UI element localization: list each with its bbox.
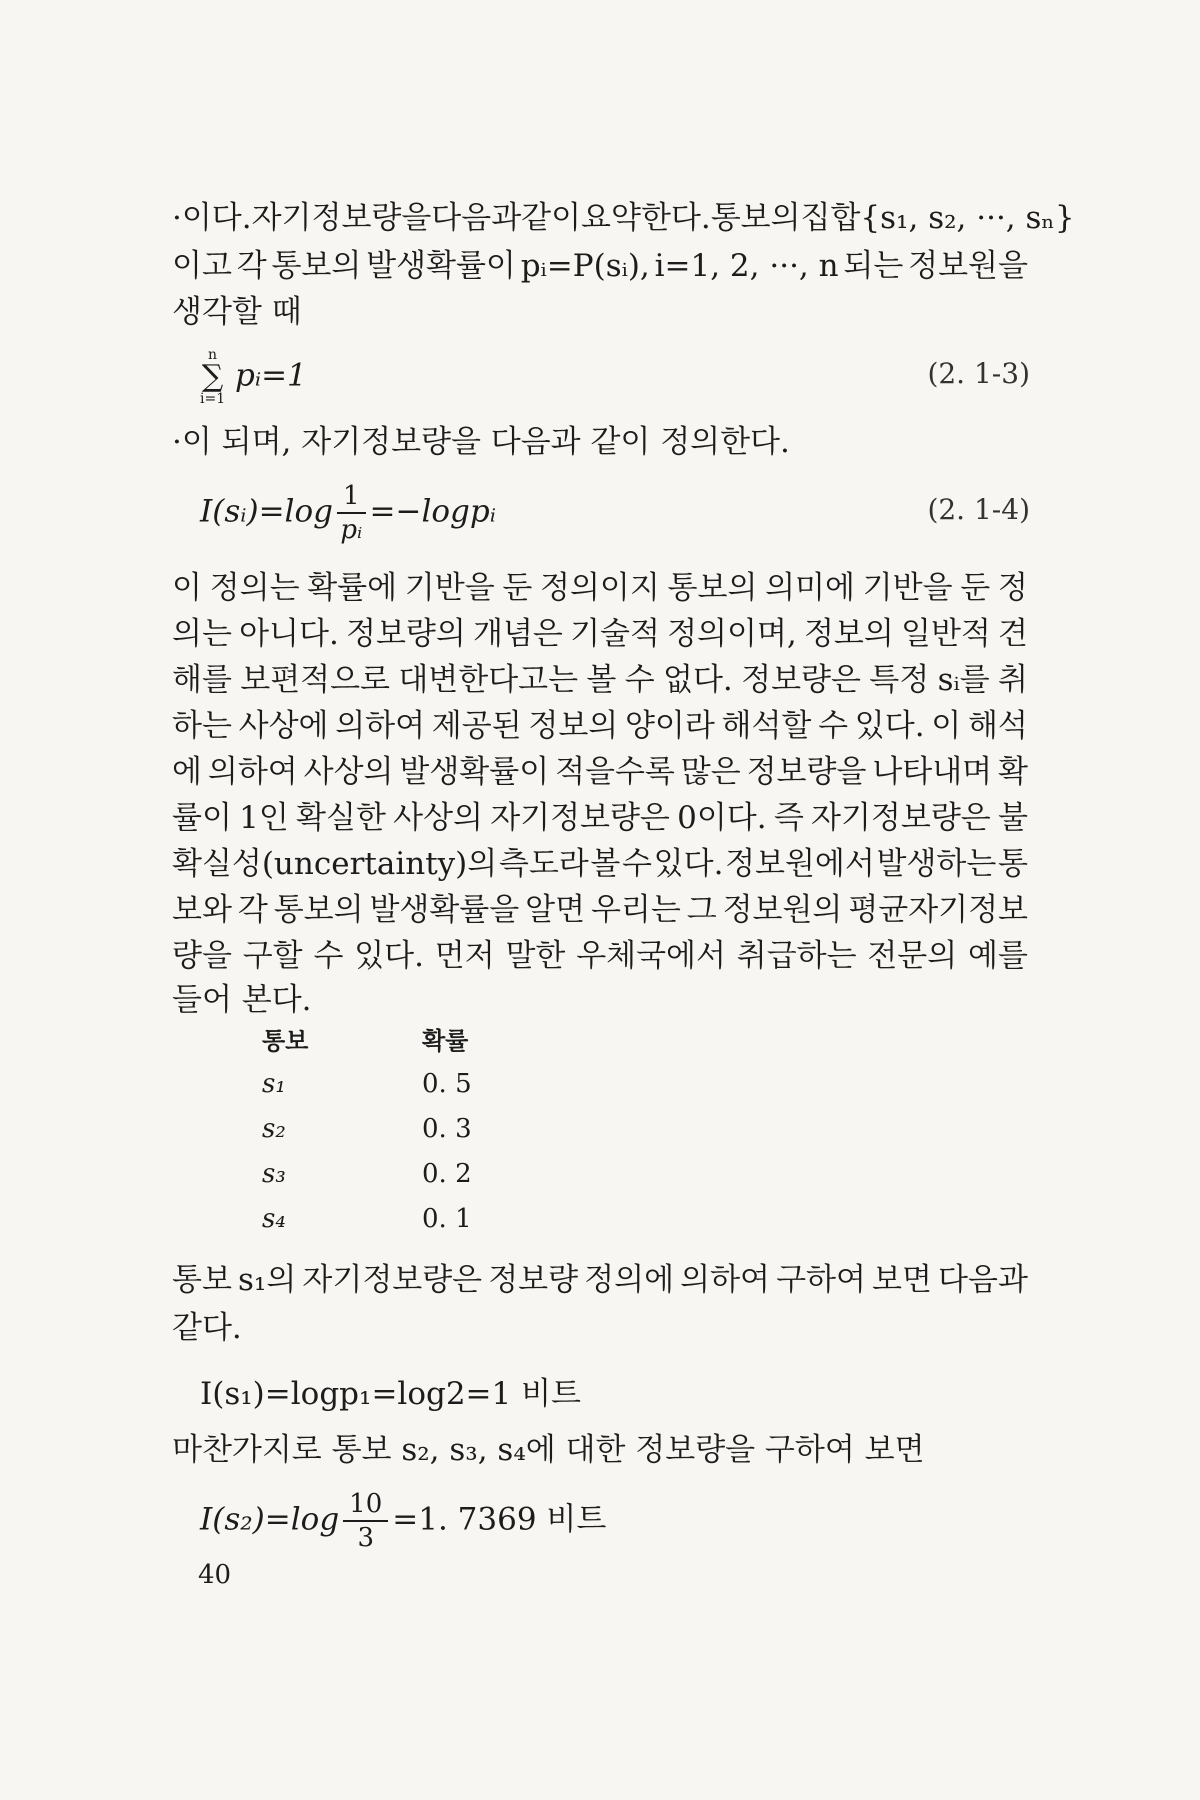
word: 발생확률이	[399, 754, 550, 790]
word: 즉	[773, 800, 804, 836]
word: 정보의	[528, 708, 619, 744]
word: 해를	[172, 662, 232, 698]
message-cell: s₃	[262, 1158, 286, 1189]
equation-number-2-1-4: (2. 1-4)	[927, 493, 1030, 526]
word: 에	[172, 754, 202, 790]
probability-cell: 0. 5	[422, 1068, 472, 1099]
word: 통	[997, 846, 1028, 882]
paragraph1-line2	[172, 244, 1028, 288]
word: 제공된	[431, 708, 522, 744]
word: ·이다.	[172, 200, 252, 236]
word: 수	[624, 662, 655, 698]
word: 확실한	[296, 800, 386, 836]
word: 나타내며	[872, 754, 993, 790]
equation-self-information-s1: I(s₁)=logp₁=log2=1 비트	[200, 1376, 582, 1412]
table-header-row	[262, 1016, 562, 1061]
word: 있다.	[653, 846, 724, 882]
word: 정보원에서	[725, 846, 875, 882]
word: 말한	[505, 938, 566, 974]
paragraph3-line2	[172, 612, 1028, 656]
paragraph3-line5	[172, 750, 1028, 794]
word: 하는	[172, 708, 232, 744]
eq2-denominator: pᵢ	[340, 515, 363, 545]
sum-upper-limit: n	[208, 347, 218, 363]
word: 기술적	[570, 616, 660, 652]
word: 우체국에서	[576, 938, 726, 974]
word: 각	[236, 248, 267, 284]
summation-symbol	[200, 348, 225, 406]
eq2-fraction	[337, 480, 366, 546]
word: 수	[622, 846, 652, 882]
word: 발생확률이	[366, 248, 516, 284]
word: 구하여	[776, 1262, 866, 1298]
word: 확	[998, 754, 1028, 790]
word: 해석	[967, 708, 1028, 744]
word: 률이	[172, 800, 232, 836]
word: 요약한다.	[581, 200, 711, 236]
word: 적을수록	[555, 754, 675, 790]
word: 자기정보량은	[302, 1262, 483, 1298]
word: 의하여	[335, 708, 426, 744]
word: 수	[818, 708, 849, 744]
word: 자기정보량은	[811, 800, 991, 836]
word: 1인	[239, 800, 289, 836]
probability-cell: 0. 3	[422, 1113, 472, 1144]
word: 통보의	[710, 200, 801, 236]
message-cell: s₂	[262, 1113, 286, 1144]
word: 정보원의	[722, 892, 843, 928]
word: 다음과	[431, 200, 522, 236]
word: pᵢ=P(sᵢ),	[520, 248, 650, 284]
paragraph3-line1	[172, 566, 1028, 610]
word: 정보량을	[746, 754, 867, 790]
word: 그	[686, 892, 717, 928]
word: 보편적으로	[240, 662, 390, 698]
sum-lower-limit: i=1	[200, 391, 226, 407]
page-number: 40	[198, 1560, 232, 1590]
word: 우리는	[590, 892, 681, 928]
word: 보와	[172, 892, 232, 928]
eq4-numerator: 10	[343, 1488, 388, 1522]
word: 예를	[968, 938, 1028, 974]
word: 되는	[843, 248, 904, 284]
word: 이고	[172, 248, 232, 284]
word: 발생하는	[876, 846, 997, 882]
probability-cell: 0. 2	[422, 1158, 472, 1189]
word: 수	[313, 938, 344, 974]
word: 같이	[521, 200, 582, 236]
word: 각	[237, 892, 268, 928]
word: 불	[997, 800, 1028, 836]
probability-cell: 0. 1	[422, 1203, 472, 1234]
word: 의미에	[765, 570, 855, 606]
word: 의하여	[680, 1262, 770, 1298]
word: 볼	[590, 846, 621, 882]
word: 개념은	[473, 616, 563, 652]
word: 보면	[872, 1262, 932, 1298]
word: 있다.	[854, 708, 925, 744]
paragraph3-line6	[172, 796, 1028, 840]
word: 사상의	[393, 800, 483, 836]
word: 사상의	[303, 754, 394, 790]
equation-number-2-1-3: (2. 1-3)	[927, 357, 1030, 390]
word: 자기정보량을	[251, 200, 432, 236]
word: 자기정보량은	[490, 800, 670, 836]
word: 정보량	[488, 1262, 579, 1298]
paragraph3-line4	[172, 704, 1028, 748]
message-cell: s₁	[262, 1068, 286, 1099]
word: 이	[931, 708, 962, 744]
eq4-denominator: 3	[357, 1523, 374, 1553]
word: 통보의	[273, 892, 364, 928]
paragraph4-line2: 같다.	[172, 1310, 242, 1346]
word: 대변한다고는	[398, 662, 579, 698]
word: 없다.	[663, 662, 733, 698]
word: 다음과	[938, 1262, 1028, 1298]
word: 정의이며,	[667, 616, 797, 652]
word: 정보원을	[908, 248, 1028, 284]
header-message: 통보	[262, 1027, 309, 1055]
word: 둔	[502, 570, 533, 606]
word: 전문의	[867, 938, 958, 974]
equation-self-information	[200, 480, 496, 546]
word: 기반을	[862, 570, 953, 606]
paragraph3-line10: 들어 본다.	[172, 982, 312, 1018]
eq4-rhs: =1. 7369 비트	[392, 1501, 607, 1538]
word: 정보량은	[741, 662, 861, 698]
definition-sentence: ·이 되며, 자기정보량을 다음과 같이 정의한다.	[172, 424, 790, 460]
word: 볼	[586, 662, 617, 698]
word: 사상에	[238, 708, 329, 744]
word: 정의에	[584, 1262, 675, 1298]
word: 이	[172, 570, 202, 606]
word: 있다.	[354, 938, 424, 974]
word: 취	[998, 662, 1028, 698]
paragraph3-line3	[172, 658, 1028, 702]
paragraph3-line8	[172, 888, 1028, 932]
equation-sum-probabilities	[200, 348, 307, 406]
word: 정의이지	[540, 570, 660, 606]
word: 정보의	[803, 616, 894, 652]
word: 기반을	[404, 570, 495, 606]
paragraph3-line7	[172, 842, 1028, 886]
eq4-lhs: I(s₂)=log	[200, 1501, 340, 1538]
table-row	[262, 1106, 562, 1151]
word: 특정	[869, 662, 930, 698]
word: 확실성(uncertainty)의	[172, 846, 498, 882]
word: 집합{s₁, s₂, ···, sₙ}	[800, 200, 1075, 236]
paragraph3-line9	[172, 934, 1028, 978]
equation-self-information-s2	[200, 1488, 606, 1554]
eq2-numerator: 1	[337, 480, 366, 514]
table-row	[262, 1151, 562, 1196]
word: 의하여	[207, 754, 298, 790]
word: 확률에	[307, 570, 398, 606]
word: sᵢ를	[937, 662, 990, 698]
header-probability: 확률	[422, 1027, 469, 1055]
paragraph4-line1	[172, 1258, 1028, 1302]
word: 취급하는	[736, 938, 857, 974]
word: 아니다.	[239, 616, 339, 652]
word: 평균자기정보	[848, 892, 1028, 928]
word: 발생확률을	[369, 892, 520, 928]
sum-body: pᵢ=1	[234, 357, 307, 394]
word: 먼저	[434, 938, 495, 974]
word: 해석할	[721, 708, 812, 744]
word: 통보	[172, 1262, 232, 1298]
word: 통보의	[271, 248, 362, 284]
word: 구할	[242, 938, 303, 974]
word: 0이다.	[677, 800, 767, 836]
word: 정보량의	[346, 616, 466, 652]
word: s₁의	[238, 1262, 297, 1298]
likewise-sentence: 마찬가지로 통보 s₂, s₃, s₄에 대한 정보량을 구하여 보면	[172, 1432, 925, 1468]
word: 많은	[680, 754, 741, 790]
word: 견	[998, 616, 1028, 652]
message-cell: s₄	[262, 1203, 286, 1234]
eq4-fraction	[343, 1488, 388, 1554]
table-row	[262, 1061, 562, 1106]
word: 양이라	[624, 708, 715, 744]
paragraph1-line3: 생각할 때	[172, 294, 302, 330]
word: 일반적	[901, 616, 991, 652]
message-probability-table	[262, 1016, 562, 1241]
paragraph1-line1	[172, 196, 1075, 240]
word: 정	[997, 570, 1028, 606]
word: 측도라	[498, 846, 589, 882]
word: 알면	[525, 892, 586, 928]
eq2-lhs: I(sᵢ)=log	[200, 493, 333, 530]
word: 정의는	[209, 570, 300, 606]
table-row	[262, 1196, 562, 1241]
eq2-rhs: =−logpᵢ	[369, 493, 496, 530]
word: 둔	[960, 570, 991, 606]
word: i=1, 2, ···, n	[654, 248, 839, 284]
sigma-icon: ∑	[201, 359, 224, 394]
word: 통보의	[667, 570, 758, 606]
word: 량을	[172, 938, 232, 974]
word: 의는	[172, 616, 232, 652]
